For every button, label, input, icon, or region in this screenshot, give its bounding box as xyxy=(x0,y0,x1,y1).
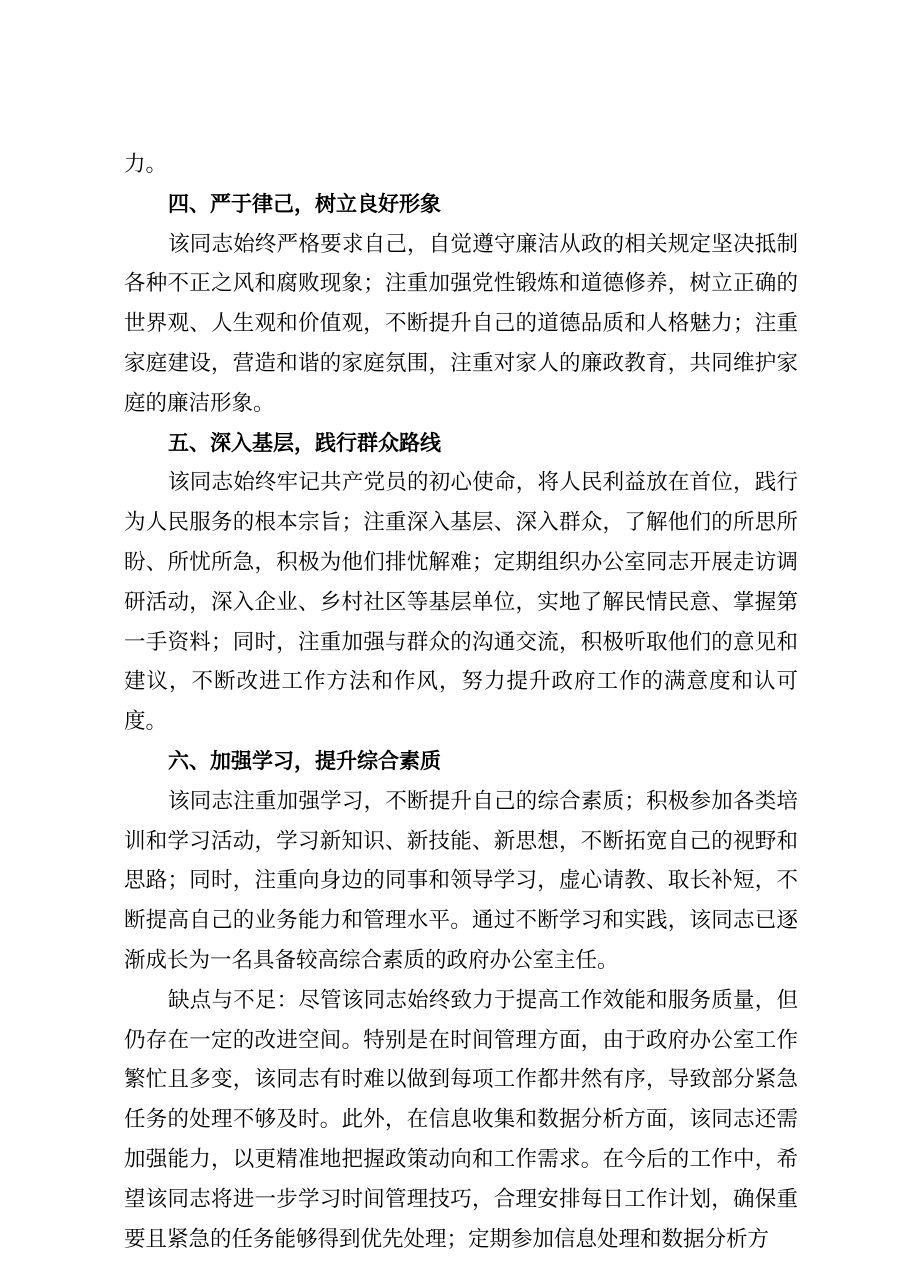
shortcomings-paragraph: 缺点与不足：尽管该同志始终致力于提高工作效能和服务质量，但仍存在一定的改进空间。特别是在时间管理方面，由于政府办公室工作繁忙且多变，该同志有时难以做到每项工作都井然有序，导致部分紧急任务的处理不够及时。此外，在信息收集和数据分析方面，该同志还需加强能力，以更精准地把握政策动向和工作需求。在今后的工作中，希望该同志将进一步学习时间管理技巧，合理安排每日工作计划，确保重要且紧急的任务能够得到优先处理；定期参加信息处理和数据分析方 xyxy=(124,987,798,1252)
section-5-heading: 五、深入基层，践行群众路线 xyxy=(168,430,441,455)
section-5-body: 该同志始终牢记共产党员的初心使命，将人民利益放在首位，践行为人民服务的根本宗旨；注重深入基层、深入群众，了解他们的所思所盼、所忧所急，积极为他们排忧解难；定期组织办公室同志开展走访调研活动，深入企业、乡村社区等基层单位，实地了解民情民意、掌握第一手资料；同时，注重加强与群众的沟通交流，积极听取他们的意见和建议，不断改进工作方法和作风，努力提升政府工作的满意度和认可度。 xyxy=(124,470,798,735)
section-4-heading: 四、严于律己，树立良好形象 xyxy=(168,191,441,216)
section-6-body: 该同志注重加强学习，不断提升自己的综合素质；积极参加各类培训和学习活动，学习新知识、新技能、新思想，不断拓宽自己的视野和思路；同时，注重向身边的同事和领导学习，虚心请教、取长补短，不断提高自己的业务能力和管理水平。通过不断学习和实践，该同志已逐渐成长为一名具备较高综合素质的政府办公室主任。 xyxy=(124,788,798,973)
section-4-body: 该同志始终严格要求自己，自觉遵守廉洁从政的相关规定坚决抵制各种不正之风和腐败现象；注重加强党性锻炼和道德修养，树立正确的世界观、人生观和价值观，不断提升自己的道德品质和人格魅力；注重家庭建设，营造和谐的家庭氛围，注重对家人的廉政教育，共同维护家庭的廉洁形象。 xyxy=(124,231,798,416)
document-page xyxy=(124,145,798,1259)
section-6-heading: 六、加强学习，提升综合素质 xyxy=(168,748,441,773)
continuation-text: 力。 xyxy=(124,152,168,177)
